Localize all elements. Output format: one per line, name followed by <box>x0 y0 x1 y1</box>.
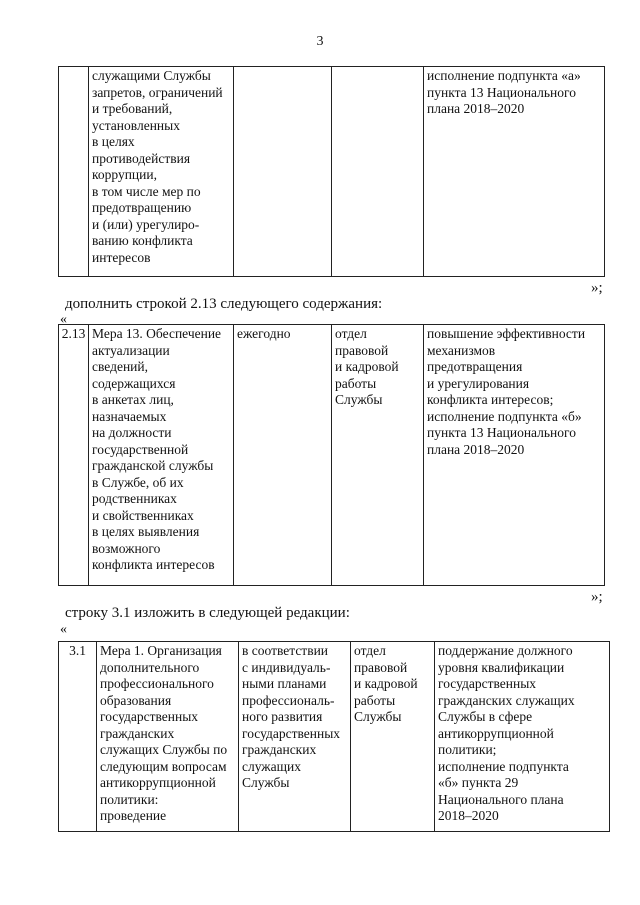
cell-text-line: гражданской службы <box>92 458 214 473</box>
row-number-cell: 2.13 <box>59 325 89 586</box>
cell-text-line: дополнительного <box>100 659 200 675</box>
cell-text-line: политики: <box>100 791 159 807</box>
cell-text-line: государственных <box>100 709 199 724</box>
cell-text-line: конфликта интересов <box>92 557 215 572</box>
table-row <box>59 642 610 832</box>
cell-text-line: государственной <box>92 441 189 457</box>
cell-text-line: в целях выявления <box>92 524 200 539</box>
cell-text-line: и требований, <box>92 101 173 116</box>
cell-text-line: плана 2018–2020 <box>427 101 525 116</box>
cell-text-line: сведений, <box>92 359 149 374</box>
instruction-paragraph: строку 3.1 изложить в следующей редакции: <box>65 605 350 621</box>
cell-text-line: исполнение подпункта «а» <box>427 68 581 83</box>
cell-text-line: ными планами <box>242 676 327 691</box>
cell-text-line: возможного <box>92 540 161 556</box>
measures-table-row-3-1 <box>58 641 610 832</box>
cell-text-line: предотвращению <box>92 200 192 215</box>
cell-text-line: антикоррупционной <box>438 725 554 741</box>
cell-text-line: и урегулирования <box>427 375 530 391</box>
cell-text-line: служащих Службы по <box>100 742 228 757</box>
measure-cell <box>97 642 239 832</box>
row-number-cell <box>59 67 89 277</box>
cell-text-line: уровня квалификации <box>438 659 565 675</box>
cell-text-line: и кадровой <box>335 359 399 374</box>
cell-text-line: в анкетах лиц, <box>92 392 174 407</box>
term-cell <box>239 642 351 832</box>
cell-text-line: 2018–2020 <box>438 808 499 823</box>
cell-text-line: гражданских <box>100 725 175 741</box>
term-cell <box>234 325 332 586</box>
cell-text-line: с индивидуаль- <box>242 659 331 675</box>
cell-text-line: пункта 13 Национального <box>427 425 576 440</box>
cell-text-line: Службы в сфере <box>438 709 533 724</box>
result-cell <box>424 325 605 586</box>
cell-text-line: пункта 13 Национального <box>427 84 576 100</box>
cell-text-line: служащими Службы <box>92 68 211 83</box>
cell-text-line: и кадровой <box>354 676 418 691</box>
cell-text-line: актуализации <box>92 342 170 358</box>
row-number-cell: 3.1 <box>59 642 97 832</box>
cell-text-line: государственных <box>438 676 537 691</box>
cell-text-line: повышение эффективности <box>427 326 586 341</box>
result-cell <box>424 67 605 277</box>
cell-text-line: служащих <box>242 758 301 774</box>
opening-quote-mark: « <box>60 622 67 637</box>
cell-text-line: отдел <box>354 643 386 658</box>
page-number: 3 <box>316 34 324 49</box>
cell-text-line: на должности <box>92 425 172 440</box>
cell-text-line: в целях <box>92 134 135 149</box>
cell-text-line: в соответствии <box>242 643 329 658</box>
cell-text-line: плана 2018–2020 <box>427 441 525 457</box>
cell-text-line: антикоррупционной <box>100 775 216 790</box>
cell-text-line: и свойственниках <box>92 507 194 523</box>
cell-text-line: ного развития <box>242 709 323 724</box>
cell-text-line: гражданских служащих <box>438 692 575 708</box>
measure-cell <box>89 325 234 586</box>
cell-text-line: интересов <box>92 249 151 265</box>
cell-text-line: ванию конфликта <box>92 233 193 248</box>
cell-text-line: правовой <box>335 342 389 358</box>
opening-quote-mark: « <box>60 312 67 327</box>
cell-text-line: государственных <box>242 725 341 741</box>
cell-text-line: поддержание должного <box>438 643 573 658</box>
measure-cell <box>89 67 234 277</box>
executor-cell <box>351 642 435 832</box>
cell-text-line: проведение <box>100 808 167 823</box>
cell-text-line: Мера 1. Организация <box>100 643 222 658</box>
cell-text-line: и (или) урегулиро- <box>92 216 200 232</box>
cell-text-line: «б» пункта 29 <box>438 775 519 790</box>
cell-text-line: конфликта интересов; <box>427 392 554 407</box>
cell-text-line: противодействия <box>92 150 191 166</box>
cell-text-line: исполнение подпункта <box>438 758 569 774</box>
table-row <box>59 325 605 586</box>
cell-text-line: Национального плана <box>438 791 564 807</box>
cell-text-line: работы <box>335 375 377 391</box>
measures-table-continuation <box>58 66 605 277</box>
cell-text-line: запретов, ограничений <box>92 84 223 100</box>
cell-text-line: Мера 13. Обеспечение <box>92 326 222 341</box>
measures-table-row-2-13 <box>58 324 605 586</box>
cell-text-line: Службы <box>335 392 383 407</box>
cell-text-line: гражданских <box>242 742 317 757</box>
cell-text-line: работы <box>354 692 396 708</box>
cell-text-line: Службы <box>354 709 402 724</box>
cell-text-line: образования <box>100 692 172 708</box>
cell-text-line: установленных <box>92 117 180 133</box>
cell-text-line: содержащихся <box>92 375 176 391</box>
cell-text-line: родственниках <box>92 491 177 506</box>
cell-text-line: исполнение подпункта «б» <box>427 408 582 424</box>
executor-cell <box>332 67 424 277</box>
cell-text-line: назначаемых <box>92 408 167 424</box>
term-cell <box>234 67 332 277</box>
cell-text-line: отдел <box>335 326 367 341</box>
table-row <box>59 67 605 277</box>
closing-quote-mark: »; <box>591 589 603 605</box>
cell-text-line: Службы <box>242 775 290 790</box>
result-cell <box>435 642 610 832</box>
cell-text-line: предотвращения <box>427 359 523 374</box>
cell-text-line: профессионального <box>100 676 214 691</box>
cell-text-line: в Службе, об их <box>92 474 184 490</box>
cell-text-line: профессиональ- <box>242 692 335 708</box>
cell-text-line: правовой <box>354 659 408 675</box>
cell-text-line: ежегодно <box>237 326 291 341</box>
cell-text-line: в том числе мер по <box>92 183 201 199</box>
cell-text-line: коррупции, <box>92 167 157 182</box>
cell-text-line: механизмов <box>427 342 496 358</box>
cell-text-line: следующим вопросам <box>100 758 227 774</box>
closing-quote-mark: »; <box>591 280 603 296</box>
cell-text-line: политики; <box>438 742 497 757</box>
instruction-paragraph: дополнить строкой 2.13 следующего содержания: <box>65 296 383 312</box>
executor-cell <box>332 325 424 586</box>
